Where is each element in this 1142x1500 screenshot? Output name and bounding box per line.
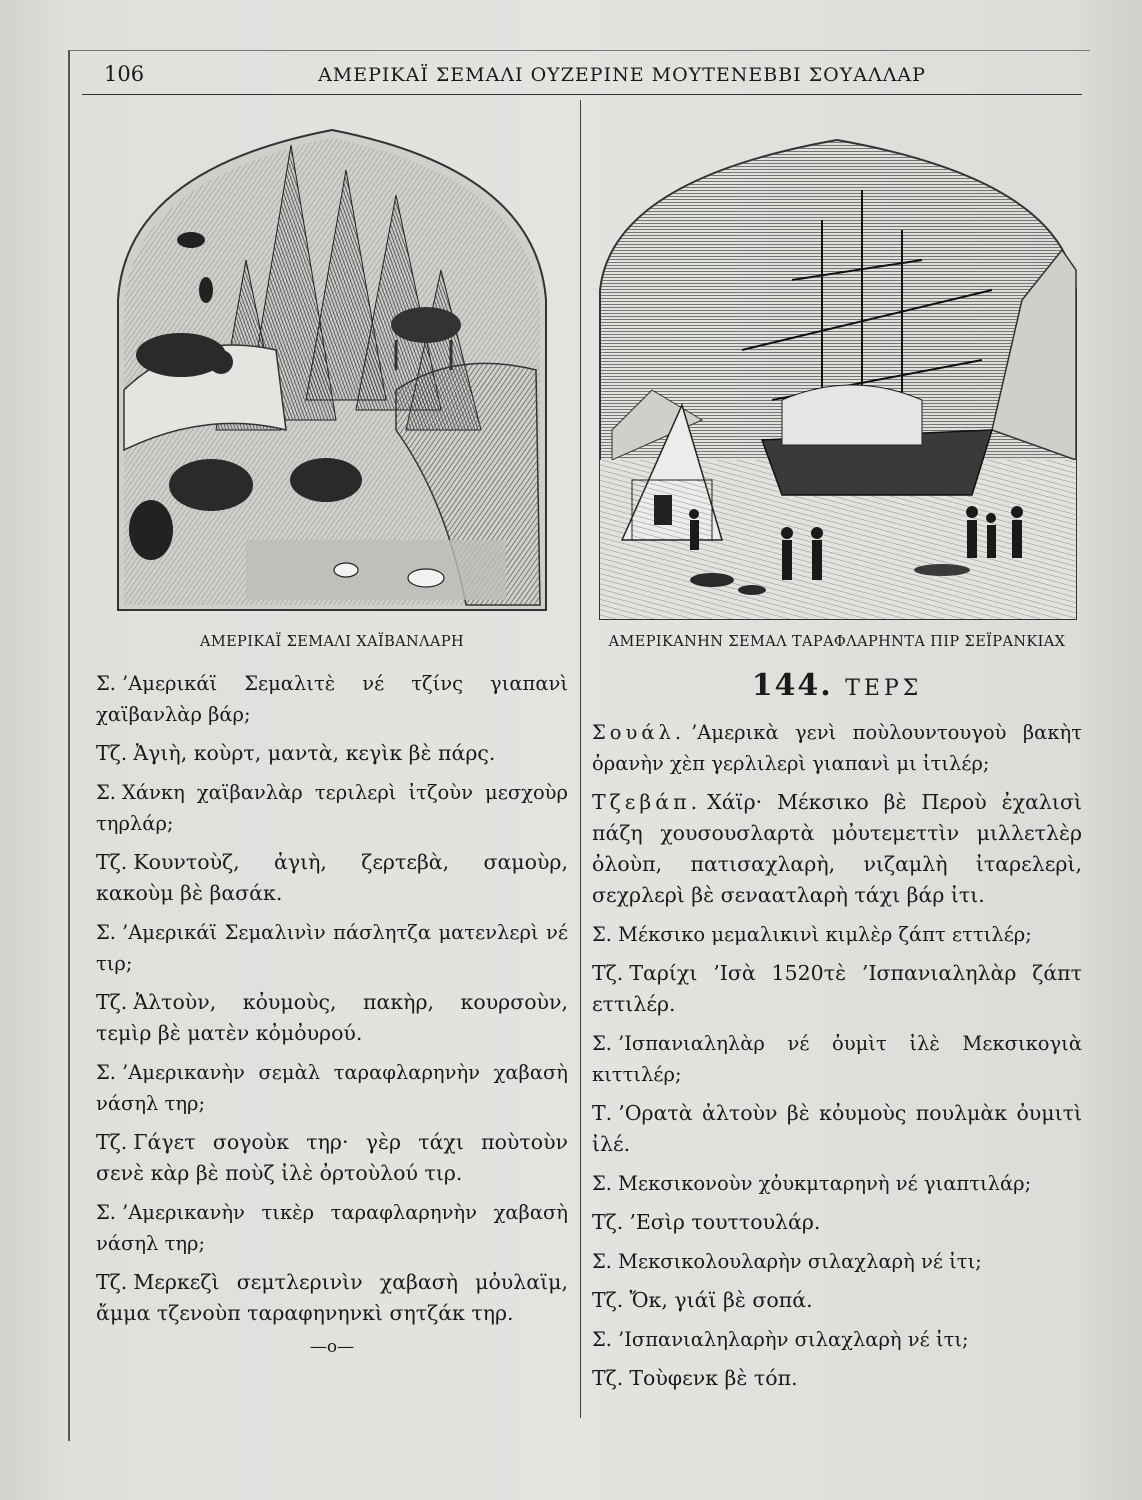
- dialogue-line: [592, 787, 1082, 911]
- dialogue-text: ’Αμερικανὴν σεμὰλ ταραφλαρηνὴν χαβασὴ νάσηλ τηρ;: [96, 1061, 568, 1115]
- dialogue-line: [592, 1363, 1082, 1394]
- arctic-animals-icon: [96, 100, 568, 620]
- turkey: [129, 500, 173, 560]
- lesson-heading: [592, 668, 1082, 703]
- running-title: ΑΜΕΡΙΚΑΪ ΣΕΜΑΛΙ ΟΥΖΕΡΙΝΕ ΜΟΥΤΕΝΕΒΒΙ ΣΟΥΑΛΛΑΡ: [318, 64, 926, 86]
- dialogue-line: [592, 919, 1082, 950]
- dialogue-text: Μέκσικο μεμαλικινὶ κιμλὲρ ζάπτ εττιλέρ;: [618, 923, 1032, 946]
- speaker-label: Σουάλ.: [592, 721, 686, 744]
- dialogue-text: Κουντοὺζ, ἀγιὴ, ζερτεβὰ, σαμοὺρ, κακοὺμ βὲ βασάκ.: [96, 850, 568, 905]
- dialogue-line: [96, 668, 568, 730]
- dialogue-line: [592, 1098, 1082, 1160]
- dialogue-line: [96, 777, 568, 839]
- dialogue-line: [592, 1324, 1082, 1355]
- speaker-label: Τζ.: [592, 961, 624, 985]
- dialogue-text: Ταρίχι ’Ισὰ 1520τὲ ’Ισπανιαληλὰρ ζάπτ εττιλέρ.: [592, 961, 1082, 1016]
- speaker-label: Σ.: [592, 1328, 612, 1351]
- speaker-label: Τζ.: [96, 990, 128, 1014]
- dialogue-text: Ἀγιὴ, κοὺρτ, μαντὰ, κεγὶκ βὲ πάρς.: [133, 741, 496, 765]
- speaker-label: Σ.: [96, 781, 116, 804]
- speaker-label: Τζ.: [96, 1130, 128, 1154]
- dialogue-text: ’Ισπανιαληλαρὴν σιλαχλαρὴ νέ ἰτι;: [618, 1328, 969, 1351]
- speaker-label: Σ.: [96, 921, 116, 944]
- dialogue-text: Γάγετ σογοὺκ τηρ· γὲρ τάχι ποὺτοὺν σενὲ κὰρ βὲ ποὺζ ἰλὲ ὀρτοὺλού τιρ.: [96, 1130, 568, 1185]
- dialogue-line: [592, 1285, 1082, 1316]
- dialogue-line: [592, 958, 1082, 1020]
- dialogue-text: Μεκσικονοὺν χὀυκμταρηνὴ νέ γιαπτιλάρ;: [618, 1172, 1032, 1195]
- speaker-label: Σ.: [96, 1201, 116, 1224]
- speaker-label: Τ.: [592, 1101, 613, 1125]
- dialogue-line: [96, 738, 568, 769]
- speaker-label: Τζ.: [96, 741, 128, 765]
- dialogue-text: Μεκσικολουλαρὴν σιλαχλαρὴ νέ ἰτι;: [618, 1250, 982, 1273]
- lesson-number: 144.: [751, 668, 833, 703]
- dialogue-text: ’Αμερικανὴν τικὲρ ταραφλαρηνὴν χαβασὴ νάσηλ τηρ;: [96, 1201, 568, 1255]
- dialogue-line: [592, 1207, 1082, 1238]
- dialogue-line: [96, 1197, 568, 1259]
- speaker-label: Σ.: [96, 672, 116, 695]
- speaker-label: Σ.: [592, 1250, 612, 1273]
- dialogue-text: ’Αμερικάϊ Σεμαλιτὲ νέ τζίνς γιαπανὶ χαϊβανλὰρ βάρ;: [96, 672, 568, 726]
- column-divider: [580, 100, 581, 1418]
- dialogue-text: Χάνκη χαϊβανλὰρ τεριλερὶ ἰτζοὺν μεσχοὺρ τηρλάρ;: [96, 781, 568, 835]
- dialogue-line: [96, 1267, 568, 1329]
- right-dialogue: [592, 717, 1082, 1394]
- left-caption: ΑΜΕΡΙΚΑΪ ΣΕΜΑΛΙ ΧΑΪΒΑΝΛΑΡΗ: [199, 634, 465, 650]
- arctic-animals-illustration: [96, 100, 568, 620]
- speaker-label: Σ.: [592, 1172, 612, 1195]
- speaker-label: Τζεβάπ.: [592, 790, 702, 814]
- running-header: [82, 58, 1082, 98]
- speaker-label: Τζ.: [96, 1270, 128, 1294]
- header-rule: [82, 94, 1082, 95]
- speaker-label: Τζ.: [592, 1288, 624, 1312]
- dialogue-text: Χάϊρ· Μέκσικο βὲ Περοὺ ἐχαλισὶ πάζη χουσουσλαρτὰ μὀυτεμεττὶν μιλλετλὲρ ὀλοὺπ, πατισαχλαρὴ, νιζαμλὴ ἰταρελερὶ, σεχρλερὶ βὲ σεναατλαρὴ τάχι βάρ ἰτι.: [592, 790, 1082, 907]
- speaker-label: Τζ.: [592, 1366, 624, 1390]
- section-end-mark: —o—: [309, 1337, 355, 1357]
- dialogue-text: ’Αμερικάϊ Σεμαλινὶν πάσλητζα ματενλερὶ νέ τιρ;: [96, 921, 568, 975]
- speaker-label: Τζ.: [96, 850, 128, 874]
- speaker-label: Σ.: [592, 1032, 612, 1055]
- dialogue-line: [592, 1246, 1082, 1277]
- dialogue-text: ’Ορατὰ ἀλτοὺν βὲ κὀυμοὺς πουλμὰκ ὀυμιτὶ ἰλέ.: [592, 1101, 1082, 1156]
- dialogue-line: [96, 987, 568, 1049]
- dialogue-line: [96, 1127, 568, 1189]
- dialogue-text: ’Εσὶρ τουττουλάρ.: [629, 1210, 821, 1234]
- page-number: 106: [104, 62, 145, 86]
- dialogue-text: Μερκεζὶ σεμτλερινὶν χαβασὴ μὀυλαϊμ, ἄμμα τζενοὺπ ταραφηνηνκὶ σητζάκ τηρ.: [96, 1270, 568, 1325]
- dialogue-line: [592, 717, 1082, 779]
- left-dialogue: [96, 668, 568, 1329]
- dialogue-line: [96, 917, 568, 979]
- left-column: [96, 100, 568, 1357]
- speaker-label: Σ.: [592, 923, 612, 946]
- dialogue-text: ’Αμερικὰ γενὶ ποὺλουντουγοὺ βακὴτ ὀρανὴν χὲπ γερλιλερὶ γιαπανὶ μι ἰτιλέρ;: [592, 721, 1082, 775]
- speaker-label: Τζ.: [592, 1210, 624, 1234]
- dialogue-text: Ὄκ, γιάϊ βὲ σοπά.: [629, 1288, 813, 1312]
- dialogue-line: [96, 1057, 568, 1119]
- dialogue-text: Τοὺφενκ βὲ τόπ.: [629, 1366, 798, 1390]
- dialogue-line: [592, 1168, 1082, 1199]
- speaker-label: Σ.: [96, 1061, 116, 1084]
- dialogue-text: ’Ισπανιαληλὰρ νέ ὀυμὶτ ἰλὲ Μεκσικογιὰ κιττιλέρ;: [592, 1032, 1082, 1086]
- ship-in-ice-illustration: [592, 100, 1082, 620]
- right-caption: ΑΜΕΡΙΚΑΝΗΝ ΣΕΜΑΛ ΤΑΡΑΦΛΑΡΗΝΤΑ ΠΙΡ ΣΕΪΡΑΝΚΙΑΧ: [608, 634, 1066, 650]
- dialogue-line: [592, 1028, 1082, 1090]
- lesson-word: ΤΕΡΣ: [845, 676, 923, 701]
- dialogue-text: Ἀλτοὺν, κὀυμοὺς, πακὴρ, κουρσοὺν, τεμὶρ βὲ ματὲν κὀμὀυρού.: [96, 990, 568, 1045]
- dialogue-line: [96, 847, 568, 909]
- right-column: [592, 100, 1082, 1402]
- ship-in-ice-icon: [592, 100, 1082, 620]
